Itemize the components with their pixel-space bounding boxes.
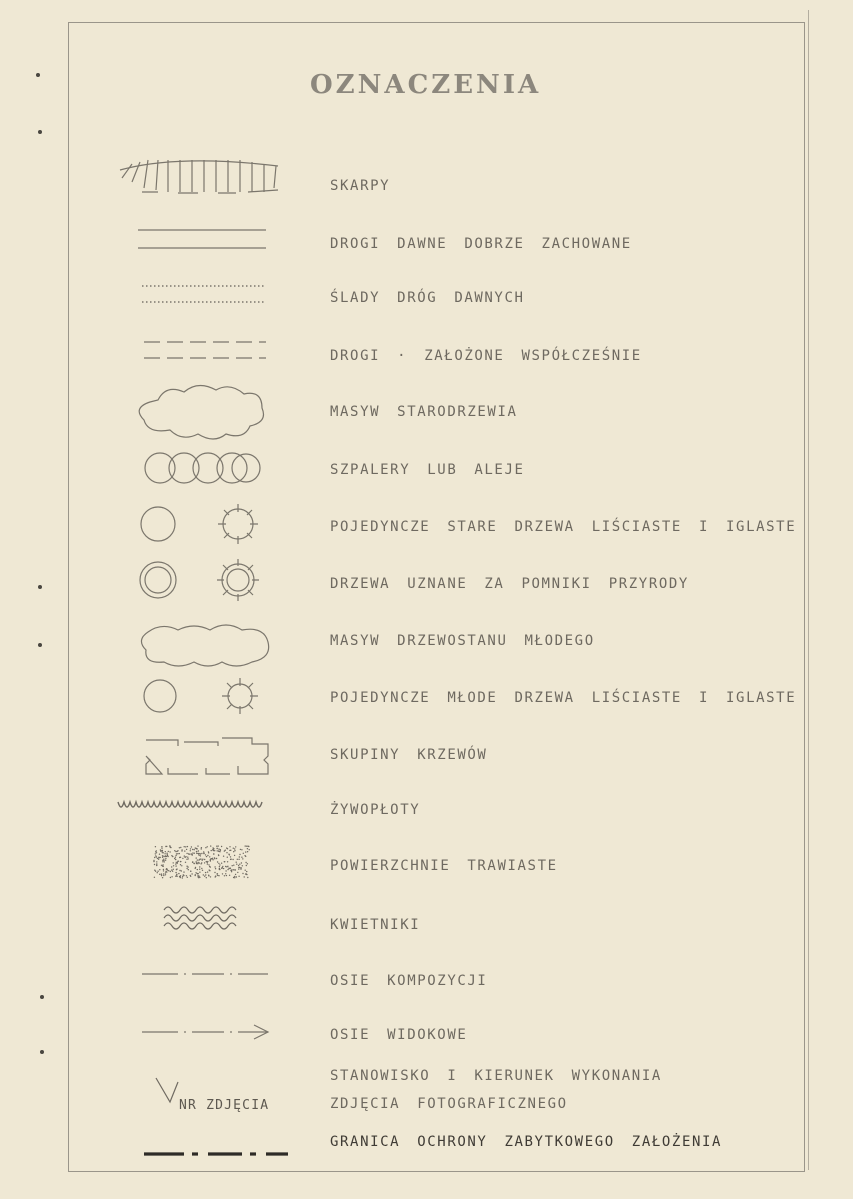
double-dashed-line-symbol [118, 336, 288, 366]
photo-number-label: NR ZDJĘCIA [179, 1098, 270, 1113]
dash-dot-arrow-symbol [118, 1022, 288, 1042]
legend-label-drogi-dawne: DROGI DAWNE DOBRZE ZACHOWANE [330, 236, 632, 252]
legend-label-pojedyncze-mlode: POJEDYNCZE MŁODE DRZEWA LIŚCIASTE I IGLASTE [330, 690, 797, 706]
legend-label-skarpy: SKARPY [330, 178, 391, 194]
hedge-symbol [118, 792, 288, 822]
shrub-group-symbol [118, 730, 288, 780]
legend-label-osie-kompozycji: OSIE KOMPOZYCJI [330, 973, 488, 989]
legend-label-zywoploty: ŻYWOPŁOTY [330, 802, 421, 818]
legend-label-slady-drog: ŚLADY DRÓG DAWNYCH [330, 290, 525, 306]
legend-label-granica: GRANICA OCHRONY ZABYTKOWEGO ZAŁOŻENIA [330, 1134, 723, 1150]
punch-hole [40, 1050, 44, 1054]
cloud-mass-symbol [118, 378, 288, 448]
punch-hole [38, 585, 42, 589]
young-mass-symbol [118, 618, 288, 670]
monument-trees-symbol [118, 556, 288, 606]
legend-label-masyw-mlodego: MASYW DRZEWOSTANU MŁODEGO [330, 633, 595, 649]
young-trees-symbol [118, 672, 288, 722]
double-dotted-line-symbol [118, 280, 288, 310]
flowerbed-symbol [118, 902, 288, 938]
legend-label-pojedyncze-stare: POJEDYNCZE STARE DRZEWA LIŚCIASTE I IGLASTE [330, 519, 797, 535]
punch-hole [40, 995, 44, 999]
legend-label-osie-widokowe: OSIE WIDOKOWE [330, 1027, 468, 1043]
legend-label-masyw-starodrzewia: MASYW STARODRZEWIA [330, 404, 518, 420]
page-frame-edge [808, 10, 809, 1170]
single-trees-symbol [118, 500, 288, 550]
page-title: OZNACZENIA [310, 70, 542, 100]
legend-label-skupiny-krzewow: SKUPINY KRZEWÓW [330, 747, 488, 763]
punch-hole [38, 130, 42, 134]
legend-label-kwietniki: KWIETNIKI [330, 917, 421, 933]
legend-label-powierzchnie-trawiaste: POWIERZCHNIE TRAWIASTE [330, 858, 558, 874]
legend-label-szpalery: SZPALERY LUB ALEJE [330, 462, 525, 478]
legend-label-drogi-zalozone: DROGI · ZAŁOŻONE WSPÓŁCZEŚNIE [330, 348, 642, 364]
dash-dot-line-symbol [118, 964, 288, 984]
punch-hole [38, 643, 42, 647]
circle-row-symbol [118, 450, 288, 486]
legend-label-stanowisko-line2: ZDJĘCIA FOTOGRAFICZNEGO [330, 1096, 568, 1112]
bold-dash-dot-line-symbol [118, 1144, 288, 1164]
escarpment-symbol [118, 152, 288, 202]
legend-label-drzewa-pomniki: DRZEWA UZNANE ZA POMNIKI PRZYRODY [330, 576, 689, 592]
grass-stipple-symbol [118, 840, 288, 884]
double-line-symbol [118, 224, 288, 254]
legend-label-stanowisko-line1: STANOWISKO I KIERUNEK WYKONANIA [330, 1068, 662, 1084]
punch-hole [36, 73, 40, 77]
